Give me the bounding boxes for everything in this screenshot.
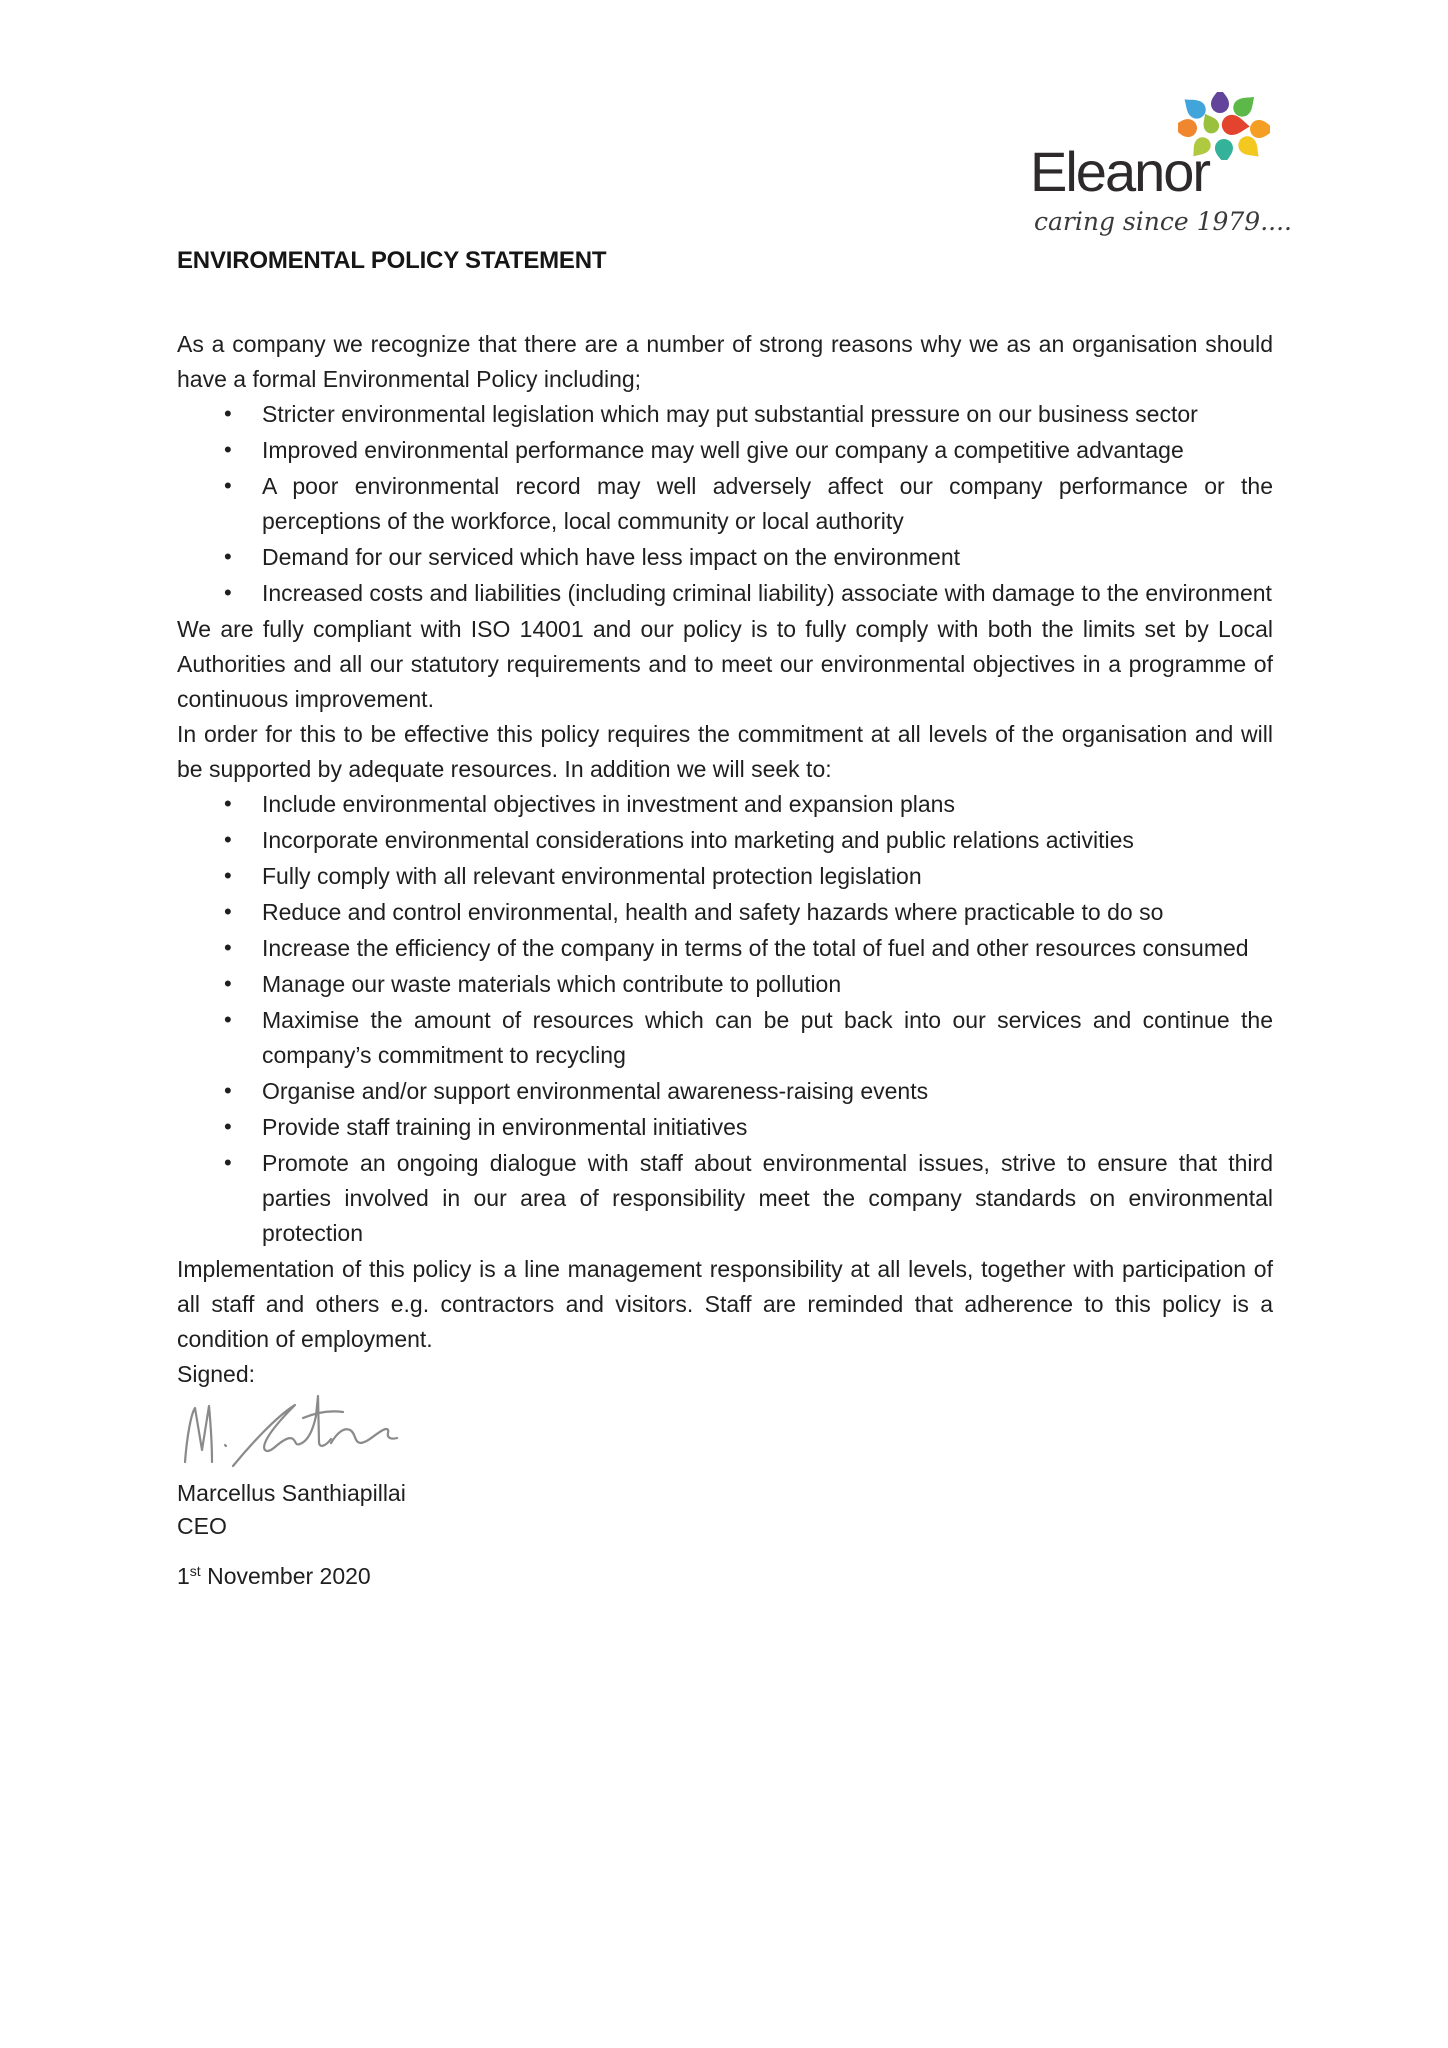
- reason-item: • Stricter environmental legislation which may put substantial pressure on our business sector: [177, 397, 1273, 432]
- logo-tagline: caring since 1979....: [1034, 207, 1292, 236]
- commitment-item: • Increase the efficiency of the company in terms of the total of fuel and other resources consumed: [177, 931, 1273, 966]
- commitments-list: [177, 787, 1273, 1251]
- petal-orange: [1178, 118, 1198, 138]
- commitment-item: • Fully comply with all relevant environmental protection legislation: [177, 859, 1273, 894]
- petal-red: [1221, 114, 1251, 137]
- document-content: [0, 243, 1448, 1617]
- petal-purple: [1211, 92, 1229, 113]
- compliance-paragraph: We are fully compliant with ISO 14001 and our policy is to fully comply with both the limits set by Local Authorities and all our statutory requirements and to meet our environmental objectives in a programme of continuous improvement.: [177, 616, 1273, 712]
- petal-teal: [1215, 139, 1234, 160]
- signatory-name: Marcellus Santhiapillai: [177, 1480, 406, 1506]
- signature-scribble: [177, 1388, 447, 1468]
- reason-item: • A poor environmental record may well adversely affect our company performance or the perceptions of the workforce, local community or local authority: [177, 469, 1273, 539]
- page-title: ENVIROMENTAL POLICY STATEMENT: [177, 247, 607, 274]
- signed-label: Signed:: [177, 1361, 256, 1387]
- commitment-intro-paragraph: In order for this to be effective this policy requires the commitment at all levels of the organisation and will be supported by adequate resources. In addition we will seek to:: [177, 721, 1273, 782]
- commitment-item: • Incorporate environmental considerations into marketing and public relations activities: [177, 823, 1273, 858]
- date-ordinal: st: [189, 1563, 201, 1579]
- intro-paragraph: As a company we recognize that there are a number of strong reasons why we as an organisation should have a formal Environmental Policy including;: [177, 331, 1273, 392]
- reason-item: • Improved environmental performance may well give our company a competitive advantage: [177, 433, 1273, 468]
- date-day: 1: [177, 1563, 190, 1589]
- petal-amber: [1250, 120, 1270, 139]
- signatory-title: CEO: [177, 1513, 227, 1539]
- implementation-paragraph: Implementation of this policy is a line management responsibility at all levels, together with participation of all staff and others e.g. contractors and visitors. Staff are reminded that adherence to this policy is a condition of employment.: [177, 1256, 1273, 1352]
- reason-item: • Increased costs and liabilities (including criminal liability) associate with damage to the environment: [177, 576, 1273, 611]
- company-logo: [1026, 92, 1292, 242]
- commitment-item: • Maximise the amount of resources which can be put back into our services and continue the company’s commitment to recycling: [177, 1003, 1273, 1073]
- date-rest: November 2020: [200, 1563, 371, 1589]
- logo-wordmark: Eleanor: [1030, 140, 1210, 203]
- commitment-item: • Promote an ongoing dialogue with staff about environmental issues, strive to ensure that third parties involved in our area of responsibility meet the company standards on environmental protection: [177, 1146, 1273, 1251]
- reasons-list: [177, 397, 1273, 611]
- commitment-item: • Provide staff training in environmental initiatives: [177, 1110, 1273, 1145]
- commitment-item: • Reduce and control environmental, health and safety hazards where practicable to do so: [177, 895, 1273, 930]
- commitment-item: • Organise and/or support environmental awareness-raising events: [177, 1074, 1273, 1109]
- commitment-item: • Include environmental objectives in investment and expansion plans: [177, 787, 1273, 822]
- signature-date: [177, 1559, 1273, 1594]
- reason-item: • Demand for our serviced which have less impact on the environment: [177, 540, 1273, 575]
- commitment-item: • Manage our waste materials which contribute to pollution: [177, 967, 1273, 1002]
